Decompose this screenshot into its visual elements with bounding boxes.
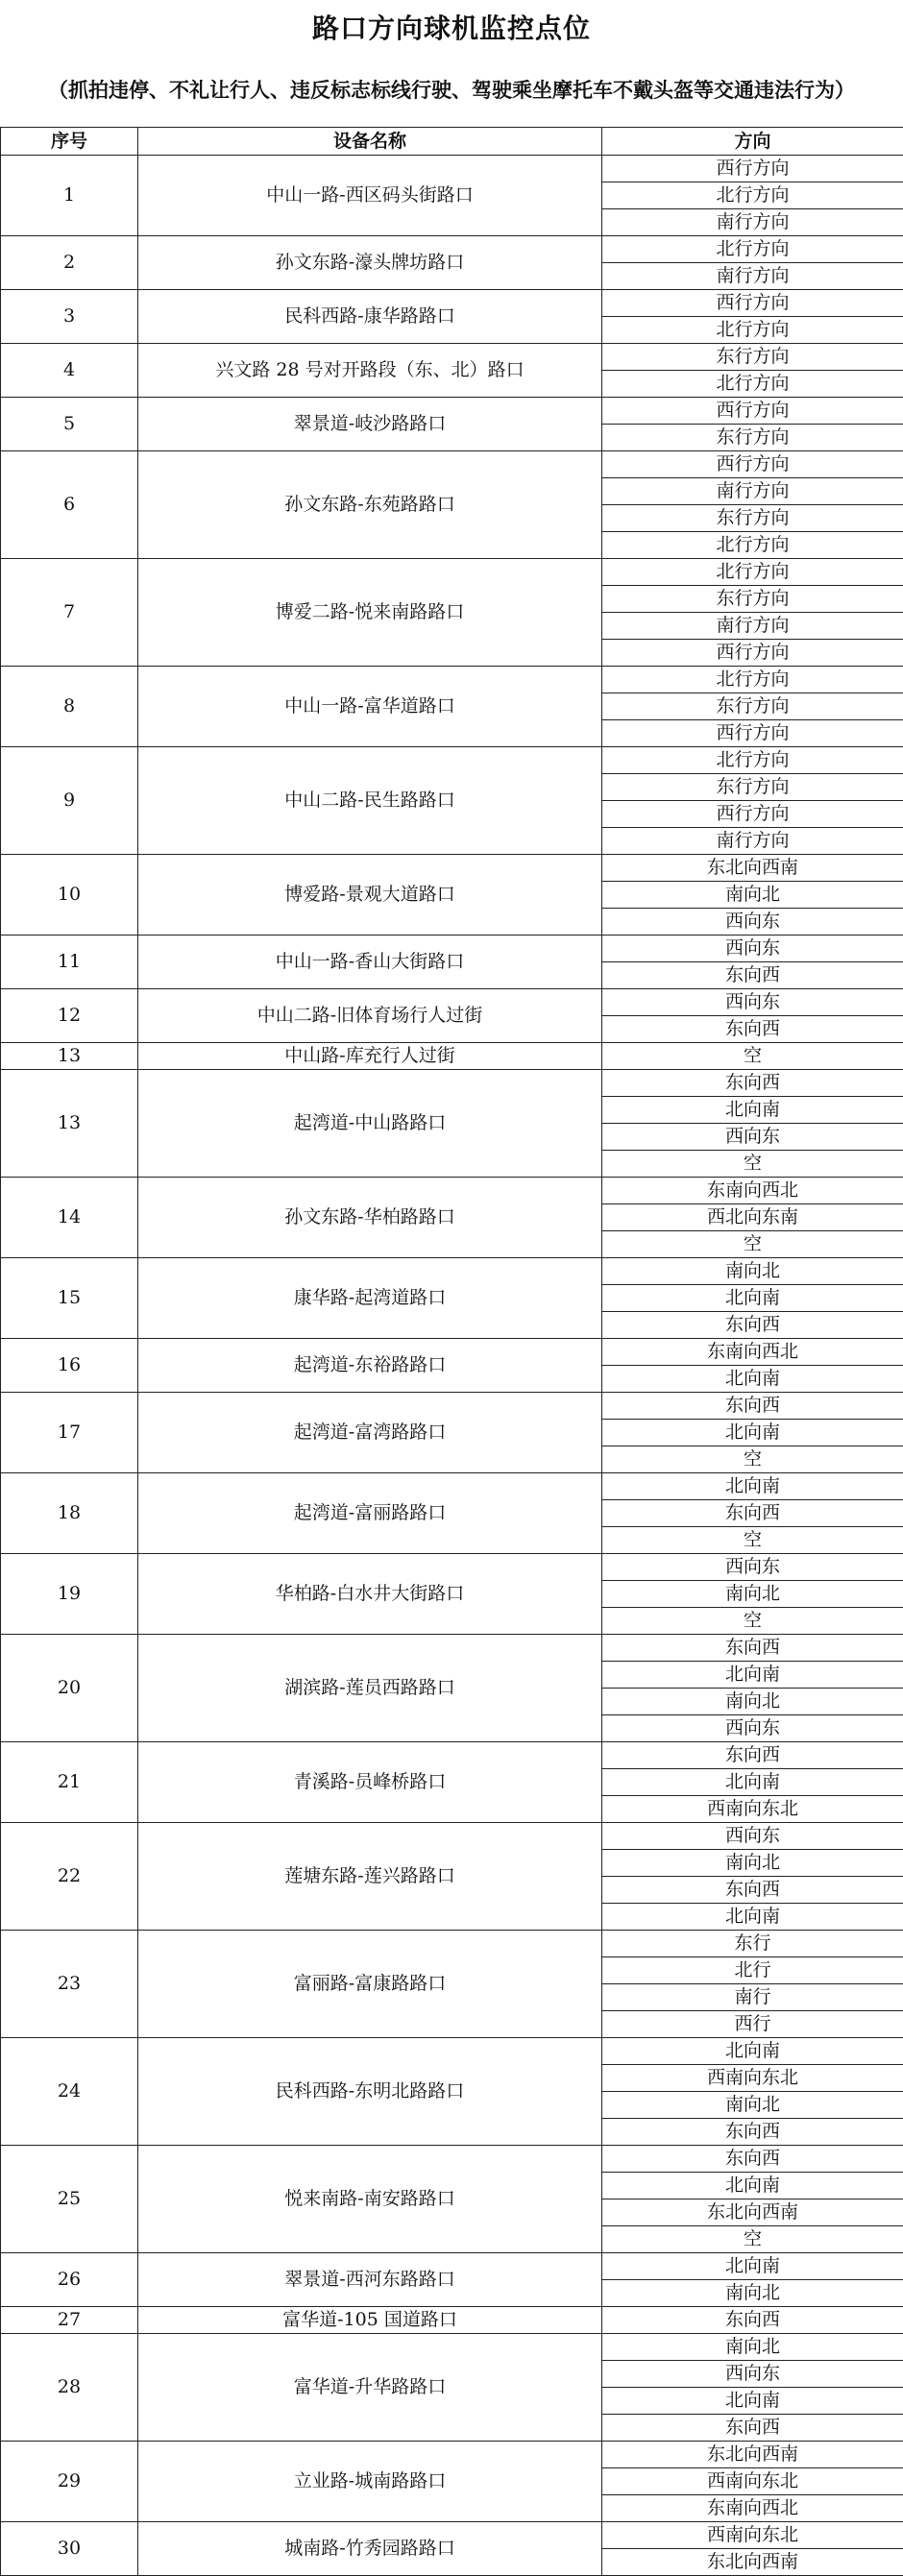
cell-no: 20: [1, 1635, 138, 1742]
cell-direction: 东向西: [602, 2415, 903, 2442]
page-title: 路口方向球机监控点位: [0, 0, 903, 54]
table-row: [1, 1823, 903, 1850]
cell-no: 15: [1, 1258, 138, 1339]
cell-direction: 北行方向: [602, 559, 903, 586]
cell-direction: 东行方向: [602, 505, 903, 532]
cell-direction: 南行方向: [602, 478, 903, 505]
cell-direction: 东向西: [602, 1312, 903, 1339]
cell-direction: 东行方向: [602, 774, 903, 801]
cell-direction: 南行方向: [602, 263, 903, 290]
cell-direction: 东行: [602, 1931, 903, 1957]
table-row: [1, 1473, 903, 1500]
cell-direction: 西南向东北: [602, 2522, 903, 2549]
cell-direction: 北行方向: [602, 532, 903, 559]
table-row: [1, 290, 903, 317]
cell-direction: 北行方向: [602, 182, 903, 209]
cell-device-name: 青溪路-员峰桥路口: [138, 1742, 602, 1823]
cell-no: 2: [1, 236, 138, 290]
cell-direction: 西南向东北: [602, 2065, 903, 2092]
cell-device-name: 湖滨路-莲员西路路口: [138, 1635, 602, 1742]
table-row: [1, 1931, 903, 1957]
table-row: [1, 2307, 903, 2334]
cell-device-name: 兴文路 28 号对开路段（东、北）路口: [138, 344, 602, 398]
monitoring-points-table: [0, 127, 903, 2576]
table-row: [1, 2522, 903, 2549]
cell-direction: 北向南: [602, 2173, 903, 2199]
cell-no: 14: [1, 1178, 138, 1258]
cell-direction: 南向北: [602, 1258, 903, 1285]
cell-direction: 西向东: [602, 2361, 903, 2388]
cell-direction: 北行方向: [602, 667, 903, 693]
cell-no: 1: [1, 156, 138, 236]
cell-direction: 东行方向: [602, 344, 903, 371]
cell-device-name: 起湾道-富丽路路口: [138, 1473, 602, 1554]
cell-no: 8: [1, 667, 138, 747]
cell-direction: 南向北: [602, 1850, 903, 1877]
page-subtitle: [0, 54, 903, 127]
cell-direction: 北向南: [602, 1285, 903, 1312]
cell-device-name: 城南路-竹秀园路路口: [138, 2522, 602, 2576]
cell-direction: 北向南: [602, 2388, 903, 2415]
cell-direction: 北行: [602, 1957, 903, 1984]
cell-device-name: 中山一路-香山大街路口: [138, 936, 602, 989]
cell-device-name: 起湾道-中山路路口: [138, 1070, 602, 1178]
cell-direction: 西行方向: [602, 640, 903, 667]
cell-no: 5: [1, 398, 138, 451]
cell-direction: 空: [602, 1446, 903, 1473]
cell-device-name: 立业路-城南路路口: [138, 2442, 602, 2522]
cell-direction: 西北向东南: [602, 1204, 903, 1231]
cell-direction: 北行方向: [602, 747, 903, 774]
cell-no: 17: [1, 1393, 138, 1473]
table-row: [1, 747, 903, 774]
table-row: [1, 344, 903, 371]
cell-direction: 南向北: [602, 1581, 903, 1608]
cell-direction: 南行方向: [602, 828, 903, 855]
cell-direction: 西向东: [602, 989, 903, 1016]
cell-no: 10: [1, 855, 138, 936]
table-row: [1, 236, 903, 263]
cell-direction: 西行: [602, 2011, 903, 2038]
cell-direction: 东向西: [602, 1635, 903, 1662]
cell-direction: 空: [602, 1231, 903, 1258]
cell-direction: 西行方向: [602, 290, 903, 317]
cell-no: 4: [1, 344, 138, 398]
cell-no: 13: [1, 1043, 138, 1070]
table-row: [1, 989, 903, 1016]
cell-direction: 西向东: [602, 1715, 903, 1742]
cell-direction: 东北向西南: [602, 2442, 903, 2468]
table-row: [1, 667, 903, 693]
cell-direction: 西南向东北: [602, 2468, 903, 2495]
cell-direction: 北向南: [602, 1904, 903, 1931]
cell-direction: 西向东: [602, 1124, 903, 1151]
cell-direction: 东向西: [602, 1070, 903, 1097]
cell-direction: 东向西: [602, 1016, 903, 1043]
cell-device-name: 中山一路-富华道路口: [138, 667, 602, 747]
cell-no: 19: [1, 1554, 138, 1635]
cell-direction: 南行方向: [602, 613, 903, 640]
table-row: [1, 855, 903, 882]
cell-direction: 西向东: [602, 1823, 903, 1850]
cell-direction: 北向南: [602, 1097, 903, 1124]
cell-device-name: 孙文东路-华柏路路口: [138, 1178, 602, 1258]
cell-device-name: 中山二路-民生路路口: [138, 747, 602, 855]
cell-no: 16: [1, 1339, 138, 1393]
cell-direction: 东行方向: [602, 425, 903, 451]
table-row: [1, 156, 903, 182]
cell-direction: 东南向西北: [602, 2495, 903, 2522]
cell-direction: 空: [602, 2226, 903, 2253]
cell-direction: 西向东: [602, 909, 903, 936]
cell-direction: 东南向西北: [602, 1339, 903, 1366]
subtitle-text: （抓拍违停、不礼让行人、违反标志标线行驶、驾驶乘坐摩托车不戴头盔等交通违法行为）: [48, 75, 855, 106]
cell-direction: 西行方向: [602, 398, 903, 425]
cell-direction: 东向西: [602, 1877, 903, 1904]
cell-direction: 空: [602, 1151, 903, 1178]
cell-no: 9: [1, 747, 138, 855]
cell-direction: 东向西: [602, 2119, 903, 2146]
table-row: [1, 1339, 903, 1366]
cell-direction: 东向西: [602, 1500, 903, 1527]
cell-direction: 东向西: [602, 1393, 903, 1420]
cell-device-name: 华柏路-白水井大街路口: [138, 1554, 602, 1635]
cell-direction: 北向南: [602, 1473, 903, 1500]
cell-direction: 空: [602, 1527, 903, 1554]
cell-direction: 西南向东北: [602, 1796, 903, 1823]
table-row: [1, 2253, 903, 2280]
cell-no: 3: [1, 290, 138, 344]
cell-no: 23: [1, 1931, 138, 2038]
header-direction: 方向: [602, 128, 903, 156]
cell-direction: 北行方向: [602, 317, 903, 344]
cell-no: 6: [1, 451, 138, 559]
cell-no: 13: [1, 1070, 138, 1178]
header-no: 序号: [1, 128, 138, 156]
cell-direction: 北向南: [602, 1420, 903, 1446]
cell-direction: 东北向西南: [602, 855, 903, 882]
header-name: 设备名称: [138, 128, 602, 156]
table-row: [1, 1635, 903, 1662]
cell-no: 26: [1, 2253, 138, 2307]
cell-direction: 南向北: [602, 2280, 903, 2307]
cell-device-name: 孙文东路-濠头牌坊路口: [138, 236, 602, 290]
cell-direction: 北向南: [602, 1769, 903, 1796]
table-header-row: [1, 128, 903, 156]
table-row: [1, 1742, 903, 1769]
cell-direction: 东行方向: [602, 693, 903, 720]
cell-direction: 西行方向: [602, 720, 903, 747]
cell-no: 29: [1, 2442, 138, 2522]
table-row: [1, 451, 903, 478]
cell-device-name: 中山路-库充行人过街: [138, 1043, 602, 1070]
cell-device-name: 富华道-105 国道路口: [138, 2307, 602, 2334]
cell-direction: 东北向西南: [602, 2549, 903, 2576]
table-row: [1, 1178, 903, 1204]
cell-device-name: 孙文东路-东苑路路口: [138, 451, 602, 559]
cell-direction: 东向西: [602, 2146, 903, 2173]
cell-device-name: 富丽路-富康路路口: [138, 1931, 602, 2038]
cell-no: 28: [1, 2334, 138, 2442]
cell-device-name: 莲塘东路-莲兴路路口: [138, 1823, 602, 1931]
table-row: [1, 2146, 903, 2173]
cell-direction: 南向北: [602, 2092, 903, 2119]
cell-device-name: 悦来南路-南安路路口: [138, 2146, 602, 2253]
cell-direction: 北向南: [602, 1366, 903, 1393]
cell-device-name: 翠景道-西河东路路口: [138, 2253, 602, 2307]
cell-device-name: 翠景道-岐沙路路口: [138, 398, 602, 451]
table-row: [1, 1043, 903, 1070]
table-body: [1, 156, 903, 2576]
cell-direction: 东向西: [602, 1742, 903, 1769]
cell-direction: 北向南: [602, 2038, 903, 2065]
cell-device-name: 民科西路-东明北路路口: [138, 2038, 602, 2146]
cell-direction: 东北向西南: [602, 2199, 903, 2226]
table-row: [1, 936, 903, 962]
cell-device-name: 富华道-升华路路口: [138, 2334, 602, 2442]
cell-direction: 西向东: [602, 936, 903, 962]
cell-device-name: 起湾道-富湾路路口: [138, 1393, 602, 1473]
cell-direction: 西向东: [602, 1554, 903, 1581]
cell-no: 11: [1, 936, 138, 989]
cell-direction: 南向北: [602, 1689, 903, 1715]
table-row: [1, 1258, 903, 1285]
cell-direction: 北向南: [602, 1662, 903, 1689]
cell-no: 22: [1, 1823, 138, 1931]
table-row: [1, 1393, 903, 1420]
cell-direction: 西行方向: [602, 801, 903, 828]
cell-device-name: 博爱路-景观大道路口: [138, 855, 602, 936]
cell-direction: 空: [602, 1043, 903, 1070]
cell-direction: 北向南: [602, 2253, 903, 2280]
cell-direction: 北行方向: [602, 371, 903, 398]
table-row: [1, 1554, 903, 1581]
cell-direction: 南行: [602, 1984, 903, 2011]
cell-direction: 空: [602, 1608, 903, 1635]
cell-direction: 南行方向: [602, 209, 903, 236]
cell-no: 12: [1, 989, 138, 1043]
cell-no: 21: [1, 1742, 138, 1823]
table-row: [1, 559, 903, 586]
cell-no: 24: [1, 2038, 138, 2146]
cell-no: 18: [1, 1473, 138, 1554]
cell-device-name: 起湾道-东裕路路口: [138, 1339, 602, 1393]
cell-direction: 西行方向: [602, 156, 903, 182]
cell-direction: 北行方向: [602, 236, 903, 263]
cell-device-name: 中山一路-西区码头街路口: [138, 156, 602, 236]
cell-direction: 南向北: [602, 882, 903, 909]
table-row: [1, 2334, 903, 2361]
cell-direction: 东行方向: [602, 586, 903, 613]
table-row: [1, 398, 903, 425]
cell-direction: 西行方向: [602, 451, 903, 478]
cell-direction: 南向北: [602, 2334, 903, 2361]
cell-device-name: 中山二路-旧体育场行人过街: [138, 989, 602, 1043]
cell-direction: 东向西: [602, 2307, 903, 2334]
cell-direction: 东南向西北: [602, 1178, 903, 1204]
cell-device-name: 康华路-起湾道路口: [138, 1258, 602, 1339]
cell-device-name: 民科西路-康华路路口: [138, 290, 602, 344]
cell-no: 25: [1, 2146, 138, 2253]
cell-device-name: 博爱二路-悦来南路路口: [138, 559, 602, 667]
cell-no: 30: [1, 2522, 138, 2576]
table-row: [1, 2442, 903, 2468]
table-row: [1, 2038, 903, 2065]
cell-no: 27: [1, 2307, 138, 2334]
cell-no: 7: [1, 559, 138, 667]
table-row: [1, 1070, 903, 1097]
cell-direction: 东向西: [602, 962, 903, 989]
